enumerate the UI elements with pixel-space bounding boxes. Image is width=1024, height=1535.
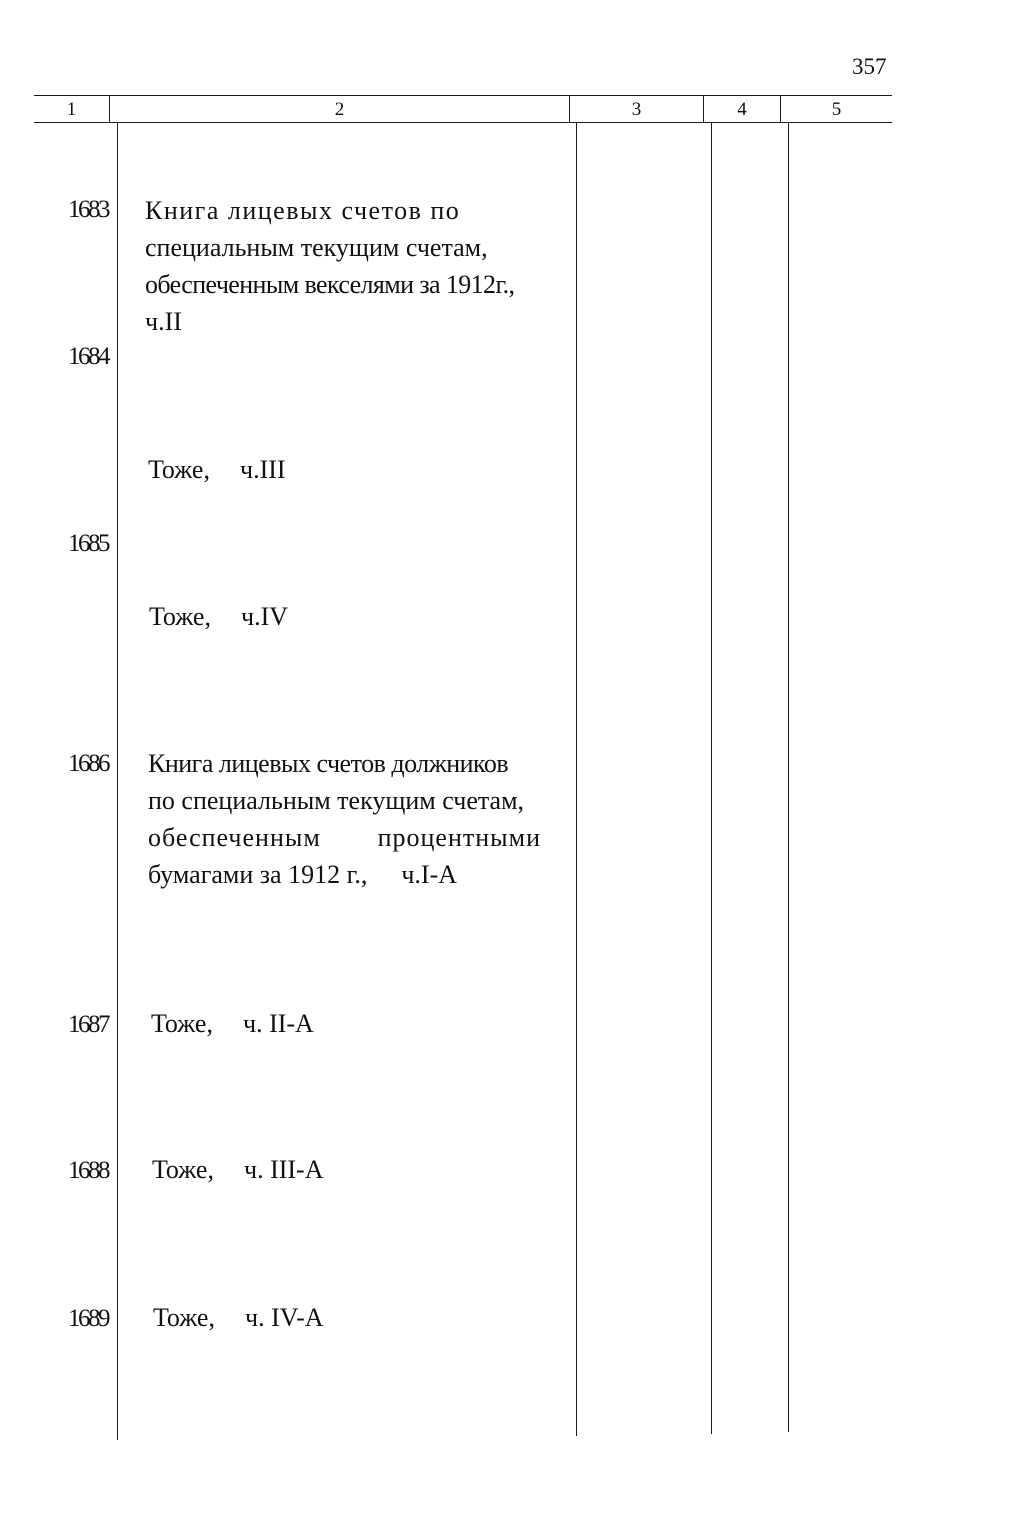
row-number: 1684 bbox=[68, 343, 108, 370]
column-header-3: 3 bbox=[631, 99, 642, 120]
row-description bbox=[152, 1151, 324, 1188]
row-number: 1683 bbox=[68, 196, 108, 223]
row-title: Тоже, bbox=[152, 1155, 214, 1184]
row-description bbox=[153, 1299, 324, 1336]
row-number: 1688 bbox=[68, 1157, 108, 1184]
row-part: ч.I-А bbox=[401, 860, 457, 889]
row-description bbox=[149, 598, 288, 635]
column-header-2: 2 bbox=[334, 99, 345, 120]
row-title: Тоже, bbox=[151, 1009, 213, 1038]
description-line: Книга лицевых счетов по bbox=[145, 196, 461, 225]
row-description bbox=[151, 1005, 314, 1042]
row-part: ч. II-А bbox=[243, 1009, 314, 1038]
column-header-5: 5 bbox=[831, 99, 842, 120]
description-line bbox=[148, 856, 541, 893]
description-line: ч.II bbox=[145, 307, 182, 336]
row-description bbox=[145, 192, 538, 340]
description-line: обеспеченным процентными bbox=[148, 823, 541, 852]
row-description bbox=[148, 745, 541, 893]
row-number: 1689 bbox=[68, 1305, 108, 1332]
column-divider-4-body bbox=[788, 122, 789, 1432]
row-title: Тоже, bbox=[149, 602, 211, 631]
column-divider-1-body bbox=[117, 122, 118, 1440]
description-line: обеспеченным векселями за 1912г., bbox=[145, 270, 515, 299]
row-part: ч. III-А bbox=[244, 1155, 324, 1184]
description-line: по специальным текущим счетам, bbox=[148, 786, 525, 815]
column-header-1: 1 bbox=[66, 99, 77, 120]
row-description bbox=[148, 451, 286, 488]
description-last-line: бумагами за 1912 г., bbox=[148, 860, 368, 889]
table-header-rule bbox=[34, 122, 892, 123]
row-title: Тоже, bbox=[148, 455, 210, 484]
row-part: ч. IV-А bbox=[245, 1303, 324, 1332]
row-part: ч.III bbox=[240, 455, 286, 484]
row-number: 1686 bbox=[68, 750, 108, 777]
description-line: специальным текущим счетам, bbox=[145, 233, 488, 262]
column-divider-3-body bbox=[711, 122, 712, 1434]
row-number: 1685 bbox=[68, 530, 108, 557]
column-divider-2-body bbox=[576, 122, 577, 1436]
row-title: Тоже, bbox=[153, 1303, 215, 1332]
description-line: Книга лицевых счетов должников bbox=[148, 749, 509, 778]
row-part: ч.IV bbox=[241, 602, 289, 631]
row-number: 1687 bbox=[68, 1011, 108, 1038]
table-top-rule bbox=[34, 95, 892, 96]
column-header-4: 4 bbox=[737, 99, 747, 120]
page-number: 357 bbox=[852, 54, 887, 79]
